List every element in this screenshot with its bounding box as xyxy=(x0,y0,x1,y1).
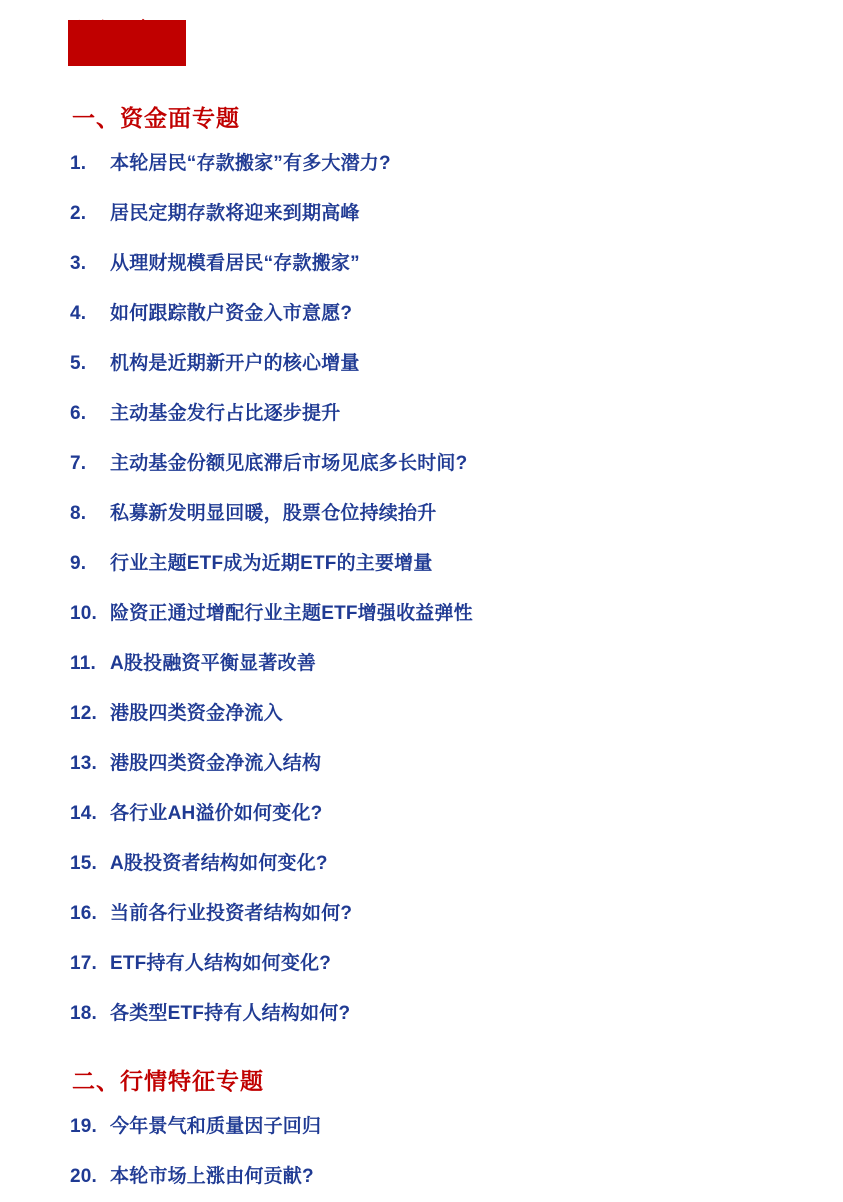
toc-item[interactable] xyxy=(70,1102,843,1152)
toc-item[interactable] xyxy=(70,889,843,939)
toc-item[interactable] xyxy=(70,239,843,289)
toc-item[interactable] xyxy=(70,639,843,689)
toc-item-label: 各类型ETF持有人结构如何? xyxy=(110,1003,351,1024)
toc-item-index: 9. xyxy=(70,553,87,574)
toc-item-index: 6. xyxy=(70,403,87,424)
toc-item-index: 2. xyxy=(70,203,87,224)
toc-item-index: 11. xyxy=(70,653,96,674)
toc-item-label: 从理财规模看居民“存款搬家” xyxy=(110,253,360,274)
toc-item-label: 当前各行业投资者结构如何? xyxy=(110,903,353,924)
toc-item-label: 居民定期存款将迎来到期高峰 xyxy=(110,203,360,224)
toc-item-label: ETF持有人结构如何变化? xyxy=(110,953,332,974)
toc-item-index: 7. xyxy=(70,453,87,474)
toc-item[interactable] xyxy=(70,189,843,239)
toc-item-index: 19. xyxy=(70,1116,98,1137)
toc-item-label: 主动基金份额见底滞后市场见底多长时间? xyxy=(110,453,468,474)
section-heading-1: 一、资金面专题 xyxy=(72,105,240,131)
toc-item-index: 17. xyxy=(70,953,98,974)
toc-item[interactable] xyxy=(70,689,843,739)
toc-item-label: 行业主题ETF成为近期ETF的主要增量 xyxy=(110,553,433,574)
toc-item[interactable] xyxy=(70,289,843,339)
toc-item[interactable] xyxy=(70,439,843,489)
toc-item-label: A股投融资平衡显著改善 xyxy=(110,653,316,674)
toc-item-label: 如何跟踪散户资金入市意愿? xyxy=(110,303,353,324)
toc-item[interactable] xyxy=(70,339,843,389)
toc-item-index: 20. xyxy=(70,1166,98,1187)
toc-item-label: 本轮居民“存款搬家”有多大潜力? xyxy=(110,153,391,174)
toc-item-label: 险资正通过增配行业主题ETF增强收益弹性 xyxy=(110,603,473,624)
toc-item-index: 12. xyxy=(70,703,98,724)
toc-item-label: A股投资者结构如何变化? xyxy=(110,853,328,874)
toc-item[interactable] xyxy=(70,389,843,439)
toc-item[interactable] xyxy=(70,1152,843,1202)
toc-item-index: 15. xyxy=(70,853,98,874)
toc-item-index: 13. xyxy=(70,753,98,774)
toc-item-label: 港股四类资金净流入结构 xyxy=(110,753,322,774)
page-title-block xyxy=(68,14,156,66)
toc-list-section-2 xyxy=(0,1102,843,1202)
toc-item-index: 14. xyxy=(70,803,98,824)
toc-item-index: 10. xyxy=(70,603,98,624)
toc-item-index: 8. xyxy=(70,503,87,524)
toc-item-label: 机构是近期新开户的核心增量 xyxy=(110,353,360,374)
page-title: 目录 xyxy=(72,18,156,62)
toc-item[interactable] xyxy=(70,839,843,889)
toc-item-index: 3. xyxy=(70,253,87,274)
toc-item[interactable] xyxy=(70,489,843,539)
toc-item[interactable] xyxy=(70,139,843,189)
toc-item-index: 16. xyxy=(70,903,98,924)
toc-item-label: 主动基金发行占比逐步提升 xyxy=(110,403,341,424)
toc-item-label: 今年景气和质量因子回归 xyxy=(110,1116,322,1137)
toc-item[interactable] xyxy=(70,539,843,589)
toc-list-section-1 xyxy=(0,139,843,1039)
section-heading-2: 二、行情特征专题 xyxy=(72,1068,264,1094)
toc-item-label: 私募新发明显回暖，股票仓位持续抬升 xyxy=(110,503,437,524)
toc-item[interactable] xyxy=(70,989,843,1039)
toc-item-index: 4. xyxy=(70,303,87,324)
toc-item[interactable] xyxy=(70,789,843,839)
toc-item[interactable] xyxy=(70,939,843,989)
toc-item-index: 18. xyxy=(70,1003,98,1024)
toc-item-index: 1. xyxy=(70,153,87,174)
toc-item-index: 5. xyxy=(70,353,87,374)
toc-item[interactable] xyxy=(70,739,843,789)
toc-item[interactable] xyxy=(70,589,843,639)
toc-item-label: 港股四类资金净流入 xyxy=(110,703,283,724)
toc-item-label: 各行业AH溢价如何变化? xyxy=(110,803,323,824)
toc-item-label: 本轮市场上涨由何贡献? xyxy=(110,1166,314,1187)
